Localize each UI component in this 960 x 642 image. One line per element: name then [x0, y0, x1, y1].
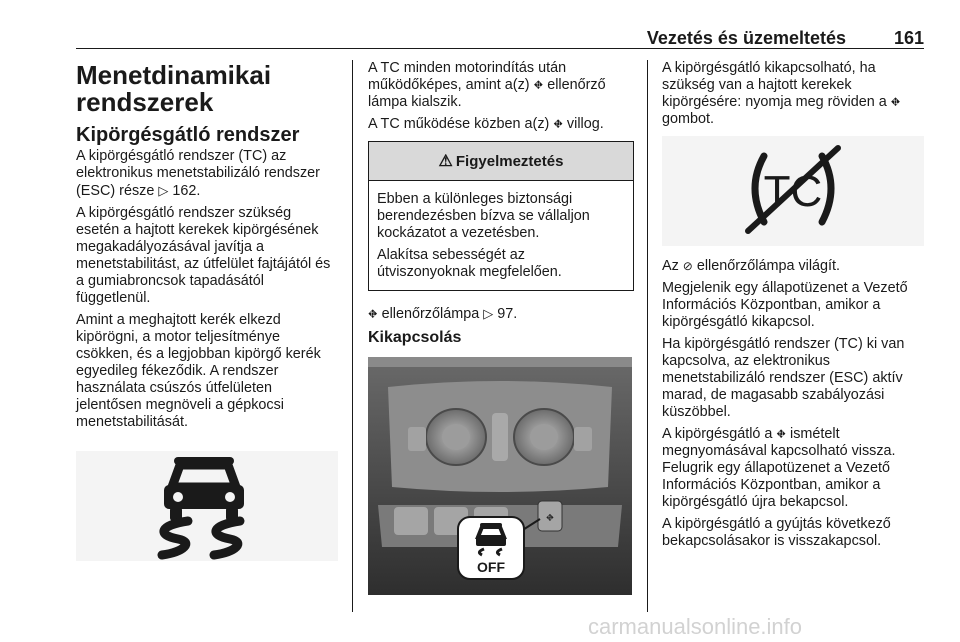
column-divider	[647, 60, 648, 612]
paragraph-text: gombot.	[662, 111, 714, 127]
paragraph-text: Az	[662, 258, 679, 274]
tc-button-icon: ⛖	[776, 427, 787, 441]
page-number: 161	[893, 28, 924, 48]
paragraph-text: ellenőrzőlámpa	[381, 306, 480, 322]
paragraph-text: villog.	[566, 116, 604, 132]
chapter-title: Vezetés és üzemeltetés	[646, 28, 846, 48]
tc-button-icon: ⛖	[890, 95, 901, 109]
paragraph	[662, 258, 928, 275]
paragraph: A kipörgésgátló rendszer szükség esetén a hajtott kerekek kipörgésének megakadályozásával javítja a menetstabilitást, az útfelület fajtájától és a gumiabroncsok tapadásától függetlenül.	[76, 205, 331, 306]
warning-header	[369, 142, 633, 181]
watermark: carmanualsonline.info	[588, 614, 803, 639]
page-ref-arrow-icon: ▷	[158, 183, 169, 198]
paragraph-text: A kipörgésgátló rendszer (TC) az elektronikus menetstabilizáló rendszer (ESC) része	[76, 148, 320, 199]
column-3	[662, 60, 928, 555]
paragraph-text: A kipörgésgátló kikapcsolható, ha szükség van a hajtott kerekek kipörgésére: nyomja meg röviden a	[662, 60, 887, 110]
page-ref-link[interactable]: 162.	[172, 183, 201, 199]
tc-off-lamp-icon: ⊘	[682, 259, 693, 273]
dashboard-button-illustration	[368, 357, 632, 595]
paragraph-text: A TC működése közben a(z)	[368, 116, 550, 132]
tc-lamp-icon: ⛖	[553, 117, 563, 131]
header-rule	[76, 48, 924, 49]
paragraph: Megjelenik egy állapotüzenet a Vezető Információs Központban, amikor a kipörgésgátló kikapcsol.	[662, 280, 908, 330]
paragraph	[662, 426, 928, 511]
page-ref-link[interactable]: 97.	[497, 306, 518, 322]
skid-car-figure	[76, 451, 338, 561]
page-header	[76, 28, 924, 48]
paragraph-text: ismételt megnyomásával kapcsolható vissza. Felugrik egy állapotüzenet a Vezető Információs Központban, amikor a kipörgésgátló újra bekapcsol.	[662, 426, 896, 510]
column-divider	[352, 60, 353, 612]
tc-lamp-icon: ⛖	[533, 78, 544, 92]
paragraph	[662, 60, 928, 128]
paragraph	[368, 116, 634, 133]
skidding-car-icon	[76, 451, 338, 561]
page-ref-arrow-icon: ▷	[483, 306, 494, 321]
warning-box	[368, 141, 634, 291]
paragraph-text: ellenőrző lámpa kialszik.	[368, 77, 606, 110]
paragraph: Ha kipörgésgátló rendszer (TC) ki van kapcsolva, az elektronikus menetstabilizáló rendszer (ESC) aktív marad, de magasabb szabályozási küszöbbel.	[662, 336, 905, 420]
paragraph	[368, 60, 634, 111]
section-title: Menetdinamikai rendszerek	[76, 60, 272, 117]
subsection-heading: Kikapcsolás	[368, 329, 462, 346]
warning-text: Ebben a különleges biztonsági berendezésben bízva se vállaljon kockázatot a vezetésben.	[377, 191, 590, 241]
svg-text:⛖: ⛖	[546, 513, 554, 524]
column-2	[368, 60, 634, 595]
off-button-label: OFF	[477, 559, 505, 575]
tc-lamp-icon: ⛖	[368, 307, 378, 321]
paragraph: A kipörgésgátló a gyújtás következő bekapcsolásakor is visszakapcsol.	[662, 516, 891, 549]
paragraph: Amint a meghajtott kerék elkezd kipörögni, a motor teljesítménye csökken, és a legjobban kipörgő kerék egyedileg fékeződik. A rendszer használata csúszós útfelületen jelentősen megnöveli a gépkocsi menetstabilitását.	[76, 312, 321, 430]
warning-text: Alakítsa sebességét az útviszonyoknak megfelelően.	[377, 247, 562, 280]
paragraph	[368, 305, 634, 323]
warning-body	[369, 181, 633, 290]
tc-off-warning-lamp-icon	[662, 136, 924, 246]
dashboard-photo	[368, 357, 632, 595]
paragraph-text: ellenőrzőlámpa világít.	[696, 258, 841, 274]
warning-title: Figyelmeztetés	[455, 152, 564, 170]
subsection-title: Kipörgésgátló rendszer	[76, 124, 300, 146]
warning-triangle-icon: ⚠	[438, 152, 453, 170]
column-1	[76, 60, 338, 561]
paragraph	[76, 148, 338, 200]
tc-label: TC	[763, 167, 823, 216]
tc-off-lamp-figure	[662, 136, 924, 246]
paragraph-text: A TC minden motorindítás után működőképes, amint a(z)	[368, 60, 567, 93]
paragraph-text: A kipörgésgátló a	[662, 426, 773, 442]
